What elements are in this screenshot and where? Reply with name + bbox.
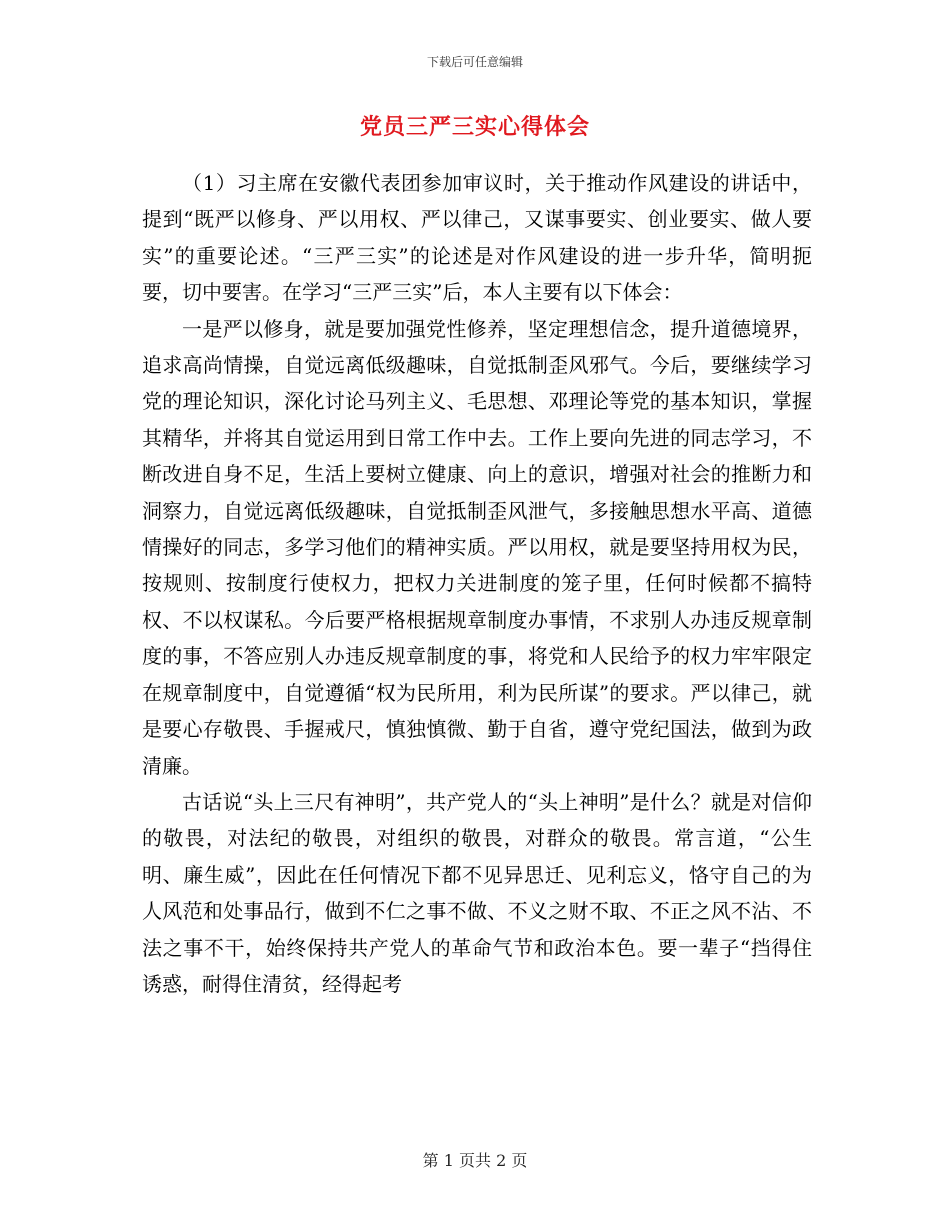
document-title: 党员三严三实心得体会: [359, 114, 590, 140]
page-footer: 第 1 页共 2 页: [422, 1151, 528, 1170]
document-body: [142, 165, 812, 1002]
paragraph-2: 一是严以修身，就是要加强党性修养，坚定理想信念，提升道德境界，追求高尚情操，自觉远离低级趣味，自觉抵制歪风邪气。今后，要继续学习党的理论知识，深化讨论马列主义、毛思想、邓理论等党的基本知识，掌握其精华，并将其自觉运用到日常工作中去。工作上要向先进的同志学习，不断改进自身不足，生活上要树立健康、向上的意识，增强对社会的推断力和洞察力，自觉远离低级趣味，自觉抵制歪风泄气，多接触思想水平高、道德情操好的同志，多学习他们的精神实质。严以用权，就是要坚持用权为民，按规则、按制度行使权力，把权力关进制度的笼子里，任何时候都不搞特权、不以权谋私。今后要严格根据规章制度办事情，不求别人办违反规章制度的事，不答应别人办违反规章制度的事，将党和人民给予的权力牢牢限定在规章制度中，自觉遵循“权为民所用，利为民所谋”的要求。严以律己，就是要心存敬畏、手握戒尺，慎独慎微、勤于自省，遵守党纪国法，做到为政清廉。: [142, 316, 812, 778]
paragraph-1: （1）习主席在安徽代表团参加审议时，关于推动作风建设的讲话中，提到“既严以修身、严以用权、严以律己，又谋事要实、创业要实、做人要实”的重要论述。“三严三实”的论述是对作风建设的进一步升华，简明扼要，切中要害。在学习“三严三实”后，本人主要有以下体会：: [142, 171, 812, 305]
page-header: 下载后可任意编辑: [426, 55, 523, 69]
paragraph-3: 古话说“头上三尺有神明”，共产党人的“头上神明”是什么？就是对信仰的敬畏，对法纪的敬畏，对组织的敬畏，对群众的敬畏。常言道，“公生明、廉生威”，因此在任何情况下都不见异思迁、见利忘义，恪守自己的为人风范和处事品行，做到不仁之事不做、不义之财不取、不正之风不沾、不法之事不干，始终保持共产党人的革命气节和政治本色。要一辈子“挡得住诱惑，耐得住清贫，经得起考: [142, 789, 812, 996]
